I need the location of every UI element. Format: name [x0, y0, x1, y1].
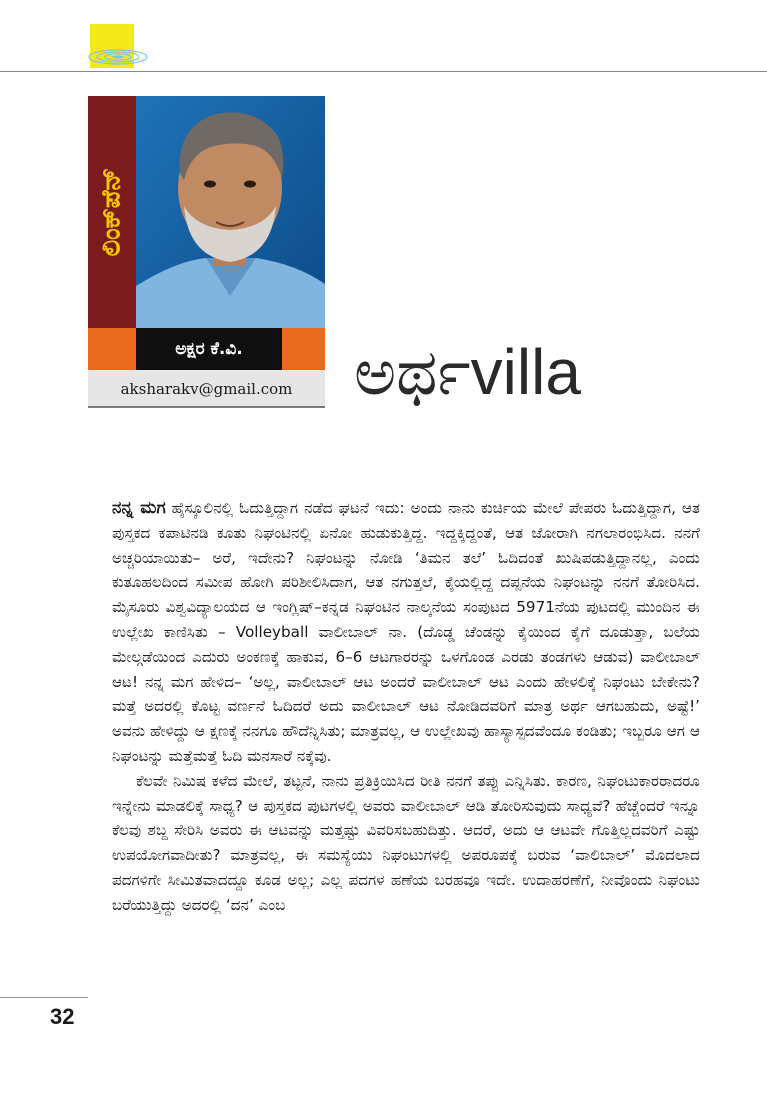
header-rule: [0, 71, 767, 72]
column-banner: [88, 96, 136, 328]
accent-block: [282, 328, 325, 370]
accent-block: [88, 328, 136, 370]
page-number: 32: [50, 1004, 75, 1029]
paragraph: ಕೆಲವೇ ನಿಮಿಷ ಕಳೆದ ಮೇಲೆ, ತಟ್ಟನೆ, ನಾನು ಪ್ರತಿಕ್ರಿಯಿಸಿದ ರೀತಿ ನನಗೆ ತಪ್ಪು ಎನ್ನಿಸಿತು. ಕಾರಣ, ನಿಘಂಟುಕಾರರಾದರೂ ಇನ್ನೇನು ಮಾಡಲಿಕ್ಕೆ ಸಾಧ್ಯ? ಆ ಪುಸ್ತಕದ ಪುಟಗಳಲ್ಲಿ ಅವರು ವಾಲೀಬಾಲ್ ಆಡಿ ತೋರಿಸುವುದು ಸಾಧ್ಯವೆ? ಹೆಚ್ಚೆಂದರೆ ಇನ್ನೂ ಕೆಲವು ಶಬ್ದ ಸೇರಿಸಿ ಅವರು ಈ ಆಟವನ್ನು ಮತ್ತಷ್ಟು ವಿವರಿಸಬಹುದಿತ್ತು. ಆದರೆ, ಅದು ಆ ಆಟವೇ ಗೊತ್ತಿಲ್ಲದವರಿಗೆ ಎಷ್ಟು ಉಪಯೋಗವಾದೀತು? ಮಾತ್ರವಲ್ಲ, ಈ ಸಮಸ್ಯೆಯು ನಿಘಂಟುಗಳಲ್ಲಿ ಅಪರೂಪಕ್ಕೆ ಬರುವ ‘ವಾಲಿಬಾಲ್’ ಮೊದಲಾದ ಪದಗಳಿಗೇ ಸೀಮಿತವಾದದ್ದೂ ಕೂಡ ಅಲ್ಲ; ಎಲ್ಲ ಪದಗಳ ಹಣೆಯ ಬರಹವೂ ಇದೇ. ಉದಾಹರಣೆಗೆ, ನೀವೊಂದು ನಿಘಂಟು ಬರೆಯುತ್ತಿದ್ದು ಅದರಲ್ಲಿ ‘ದನ’ ಎಂಬ: [112, 771, 700, 914]
author-name: ಅಕ್ಷರ ಕೆ.ವಿ.: [136, 328, 282, 370]
article-body: [112, 496, 700, 918]
author-photo: [136, 96, 325, 328]
paragraph-text: ಹೈಸ್ಕೂಲಿನಲ್ಲಿ ಓದುತ್ತಿದ್ದಾಗ ನಡೆದ ಘಟನೆ ಇದು: ಅಂದು ನಾನು ಕುರ್ಚಿಯ ಮೇಲೆ ಪೇಪರು ಓದುತ್ತಿದ್ದಾಗ, ಆತ ಪುಸ್ತಕದ ಕಪಾಟಿನಡಿ ಕೂತು ನಿಘಂಟಿನಲ್ಲಿ ಏನೋ ಹುಡುಕುತ್ತಿದ್ದ. ಇದ್ದಕ್ಕಿದ್ದಂತೆ, ಆತ ಜೋರಾಗಿ ನಗಲಾರಂಭಿಸಿದ. ನನಗೆ ಅಚ್ಚರಿಯಾಯಿತು– ಅರೆ, ಇದೇನು? ನಿಘಂಟನ್ನು ನೋಡಿ ‘ತಿಮನ ತಲೆ’ ಓದಿದಂತೆ ಖುಷಿಪಡುತ್ತಿದ್ದಾನಲ್ಲ, ಎಂದು ಕುತೂಹಲದಿಂದ ಸಮೀಪ ಹೋಗಿ ಪರಿಶೀಲಿಸಿದಾಗ, ಆತ ನಗುತ್ತಲೆ, ಕೈಯಲ್ಲಿದ್ದ ದಪ್ಪನೆಯ ನಿಘಂಟನ್ನು ನನಗೆ ತೋರಿಸಿದ. ಮೈಸೂರು ವಿಶ್ವವಿದ್ಯಾಲಯದ ಆ ಇಂಗ್ಲಿಷ್–ಕನ್ನಡ ನಿಘಂಟಿನ ನಾಲ್ಕನೆಯ ಸಂಪುಟದ 5971ನೆಯ ಪುಟದಲ್ಲಿ ಮುಂದಿನ ಈ ಉಲ್ಲೇಖ ಕಾಣಿಸಿತು – Volleyball ವಾಲೀಬಾಲ್ ನಾ. (ದೊಡ್ಡ ಚೆಂಡನ್ನು ಕೈಯಿಂದ ಕೈಗೆ ದೂಡುತ್ತಾ, ಬಲೆಯ ಮೇಲ್ಗಡೆಯಿಂದ ಎದುರು ಅಂಕಣಕ್ಕೆ ಹಾಕುವ, 6–6 ಆಟಗಾರರನ್ನು ಒಳಗೊಂಡ ಎರಡು ತಂಡಗಳು ಆಡುವ) ವಾಲೀಬಾಲ್ ಆಟ! ನನ್ನ ಮಗ ಹೇಳಿದ– ‘ಅಲ್ಲ, ವಾಲೀಬಾಲ್ ಆಟ ಅಂದರೆ ವಾಲೀಬಾಲ್ ಆಟ ಎಂದು ಹೇಳಲಿಕ್ಕೆ ನಿಘಂಟು ಬೇಕೇನು? ಮತ್ತೆ ಅದರಲ್ಲಿ ಕೊಟ್ಟ ವರ್ಣನೆ ಓದಿದರೆ ಅದು ವಾಲೀಬಾಲ್ ಆಟ ನೋಡಿದವರಿಗೆ ಮಾತ್ರ ಅರ್ಥ ಆಗಬಹುದು, ಅಷ್ಟೆ!’ ಅವನು ಹೇಳಿದ್ದು ಆ ಕ್ಷಣಕ್ಕೆ ನನಗೂ ಹೌದೆನ್ನಿಸಿತು; ಮಾತ್ರವಲ್ಲ, ಆ ಉಲ್ಲೇಖವು ಹಾಸ್ಯಾಸ್ಪದವೆಂದೂ ಕಂಡಿತು; ಇಬ್ಬರೂ ಆಗ ಆ ನಿಘಂಟನ್ನು ಮತ್ತೆಮತ್ತೆ ಓದಿ ಮನಸಾರೆ ನಕ್ಕೆವು.: [112, 499, 701, 765]
paragraph: [112, 496, 700, 769]
magazine-logo: [88, 24, 150, 68]
column-name: ಲಿಂಕ್‌ಪೆನ್: [96, 167, 127, 257]
footer-rule: [0, 997, 88, 998]
lead-in: ನನ್ನ ಮಗ: [112, 498, 166, 518]
author-email[interactable]: aksharakv@gmail.com: [88, 370, 325, 408]
article-title: ಅರ್ಥvilla: [354, 336, 581, 408]
